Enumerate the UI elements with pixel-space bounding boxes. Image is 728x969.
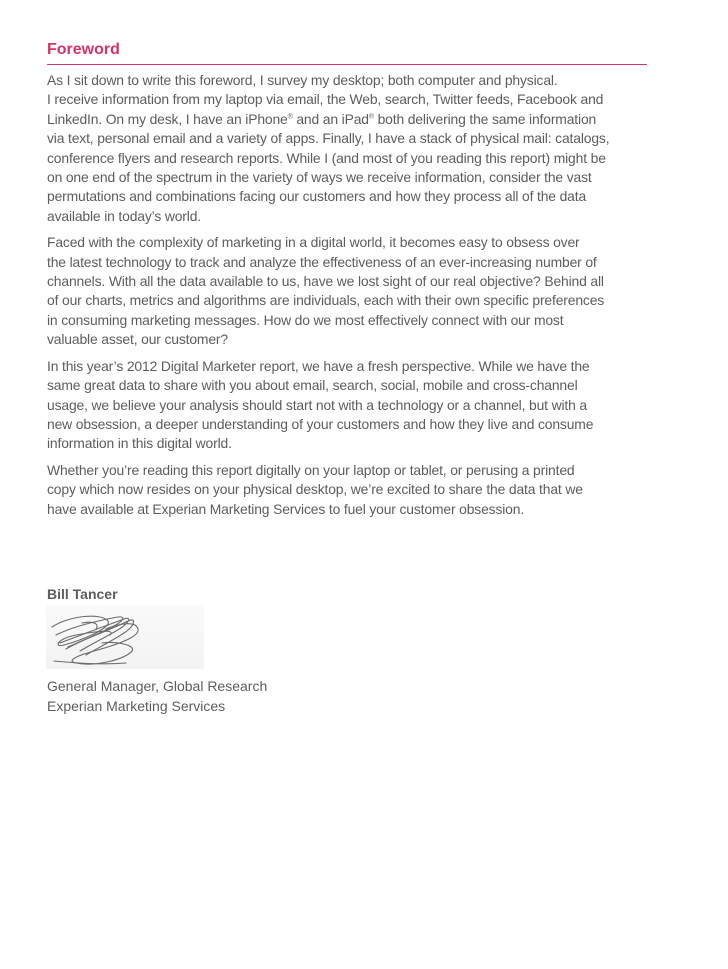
- paragraph-4: Whether you’re reading this report digitally on your laptop or tablet, or perusing a printed copy which now resides on your physical desktop, we’re excited to share the data that we have available at Experian Marketing Services to fuel your customer obsession.: [47, 461, 583, 517]
- foreword-section: [47, 40, 647, 526]
- handwritten-signature-icon: [46, 605, 204, 669]
- registered-mark: ®: [368, 113, 374, 121]
- signer-organization: Experian Marketing Services: [47, 697, 226, 714]
- signature-image: [46, 605, 204, 669]
- heading-divider: [47, 64, 647, 65]
- paragraph-3: In this year’s 2012 Digital Marketer report, we have a fresh perspective. While we have the same great data to share with you about email, search, social, mobile and cross-channel usage, we believe your analysis should start not with a technology or a channel, but with a new obsession, a deeper understanding of your customers and how they live and consume information in this digital world.: [47, 357, 594, 452]
- signer-title: General Manager, Global Research: [47, 678, 268, 694]
- page-title: Foreword: [47, 41, 120, 58]
- signer-name: Bill Tancer: [47, 586, 118, 602]
- registered-mark: ®: [287, 113, 293, 121]
- paragraph-1: As I sit down to write this foreword, I survey my desktop; both computer and physical. I receive information from my laptop via email, the Web, search, Twitter feeds, Facebook and LinkedIn. On my desk, I have an iPhone® and an iPad® both delivering the same information via text, personal email and a variety of apps. Finally, I have a stack of physical mail: catalogs, conference flyers and research reports. While I (and most of you reading this report) might be on one end of the spectrum in the variety of ways we receive information, consider the vast permutations and combinations facing our customers and how they process all of the data available in today’s world.: [47, 72, 610, 224]
- signer-title-block: [47, 677, 267, 716]
- paragraph-2: Faced with the complexity of marketing in a digital world, it becomes easy to obsess over the latest technology to track and analyze the effectiveness of an ever-increasing number of channels. With all the data available to us, have we lost sight of our real objective? Behind all of our charts, metrics and algorithms are individuals, each with their own specific preferences in consuming marketing messages. How do we most effectively connect with our most valuable asset, our customer?: [47, 234, 605, 348]
